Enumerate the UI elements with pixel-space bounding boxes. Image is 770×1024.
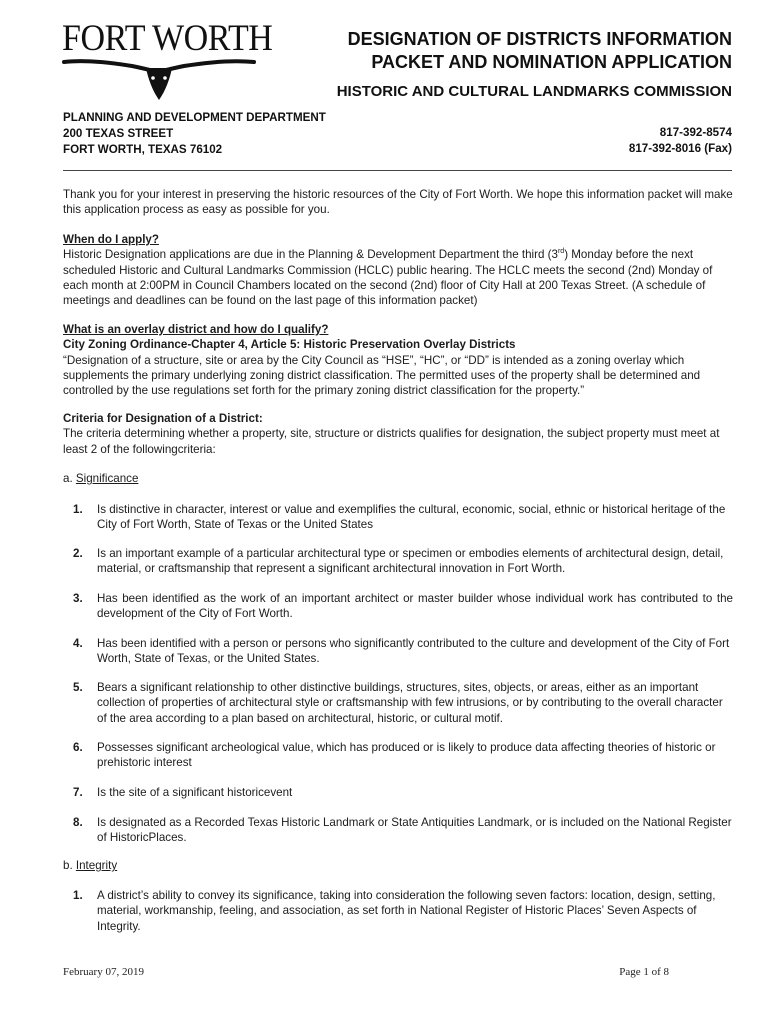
criteria-section	[63, 411, 733, 457]
list-item-number: 1.	[73, 889, 83, 902]
list-item-number: 3.	[73, 592, 83, 605]
phone-number: 817-392-8574	[659, 126, 732, 139]
commission-subtitle: HISTORIC AND CULTURAL LANDMARKS COMMISSION	[336, 83, 732, 100]
fort-worth-logo	[62, 18, 273, 100]
list-item-text: Is the site of a significant historicevent	[97, 786, 293, 799]
list-item-number: 6.	[73, 741, 83, 754]
contact-phones	[629, 125, 732, 157]
when-superscript: rd	[557, 248, 565, 256]
when-section	[63, 232, 733, 308]
list-item-number: 7.	[73, 786, 83, 799]
list-item-number: 4.	[73, 637, 83, 650]
intro-paragraph: Thank you for your interest in preserving the historic resources of the City of Fort Worth. We hope this information packet will make this application process as easy as possible for you.	[63, 188, 733, 217]
integrity-prefix: b.	[63, 859, 76, 872]
list-item-text: Bears a significant relationship to other distinctive buildings, structures, sites, objects, or areas, either as an important collection of properties of architectural style or craftsmanship with few intrusions, or by contributing to the overall character of the area according to a plan based on architectural, historic, or cultural motif.	[97, 681, 723, 725]
when-paragraph	[63, 247, 733, 308]
list-item-text: Is an important example of a particular architectural type or specimen or embodies elements of architectural design, detail, material, or craftsmanship that represent a significant architectural innovation in Fort Worth.	[97, 547, 724, 576]
street-address: 200 TEXAS STREET	[63, 127, 174, 140]
criteria-heading: Criteria for Designation of a District:	[63, 412, 263, 425]
list-item	[63, 591, 733, 622]
significance-title: Significance	[75, 472, 139, 485]
city-address: FORT WORTH, TEXAS 76102	[63, 143, 223, 156]
list-item	[63, 888, 733, 934]
list-item-text: Has been identified as the work of an important architect or master builder whose individual work has contributed to the development of the City of Fort Worth.	[97, 592, 733, 621]
when-heading: When do I apply?	[63, 233, 159, 246]
overlay-paragraph: “Designation of a structure, site or area by the City Council as “HSE”, “HC”, or “DD” is intended as a zoning overlay which supplements the primary underlying zoning district classification. The permitted uses of the property shall be determined and controlled by the use regulations set forth for the primary zoning district classification for the property.”	[63, 353, 701, 398]
when-text-part-2: ) Monday before the next scheduled Historic and Cultural Landmarks Commission (HCLC) public hearing. The HCLC meets the second (2nd) Monday of each month at 2:00PM in Council Chambers located on the second (2nd) floor of City Hall at 200 Texas Street. (A schedule of meetings and deadlines can be found on the last page of this information packet)	[63, 248, 713, 308]
intro-section	[63, 187, 733, 218]
longhorn-icon	[62, 56, 257, 102]
header-divider	[63, 170, 732, 171]
footer-page-number: Page 1 of 8	[619, 966, 669, 978]
list-item	[63, 785, 733, 800]
list-item-text: A district’s ability to convey its significance, taking into consideration the following seven factors: location, design, setting, material, workmanship, feeling, and association, as set forth in National Register of Historic Places’ Seven Aspects of Integrity.	[97, 889, 716, 933]
overlay-subheading: City Zoning Ordinance-Chapter 4, Article 5: Historic Preservation Overlay Districts	[63, 338, 516, 352]
integrity-title: Integrity	[75, 859, 118, 872]
list-item-text: Possesses significant archeological value, which has produced or is likely to produce data affecting theories of historic or prehistoric interest	[97, 741, 716, 770]
title-line-2: PACKET AND NOMINATION APPLICATION	[371, 52, 732, 72]
list-item	[63, 740, 733, 771]
integrity-label	[63, 858, 733, 873]
list-item-number: 5.	[73, 681, 83, 694]
footer-date: February 07, 2019	[63, 966, 144, 978]
list-item-text: Is designated as a Recorded Texas Historic Landmark or State Antiquities Landmark, or is included on the National Register of HistoricPlaces.	[97, 816, 732, 845]
overlay-heading: What is an overlay district and how do I qualify?	[63, 323, 329, 336]
list-item-text: Is distinctive in character, interest or value and exemplifies the cultural, economic, social, ethnic or historical heritage of the City of Fort Worth, State of Texas or the United States	[97, 503, 726, 532]
when-text-part-1: Historic Designation applications are due in the Planning & Development Department the third (3	[63, 248, 558, 262]
fax-number: 817-392-8016 (Fax)	[628, 142, 732, 155]
list-item-number: 8.	[73, 816, 83, 829]
department-address	[63, 110, 326, 158]
department-name: PLANNING AND DEVELOPMENT DEPARTMENT	[63, 111, 326, 124]
document-title	[348, 28, 732, 74]
list-item-number: 1.	[73, 503, 83, 516]
significance-label	[63, 471, 733, 486]
title-line-1: DESIGNATION OF DISTRICTS INFORMATION	[347, 29, 732, 49]
list-item	[63, 636, 733, 667]
list-item-number: 2.	[73, 547, 83, 560]
list-item	[63, 815, 733, 846]
overlay-section	[63, 322, 733, 398]
list-item	[63, 546, 733, 577]
logo-wordmark: FORT WORTH	[62, 18, 273, 59]
list-item	[63, 502, 733, 533]
significance-prefix: a.	[63, 472, 76, 485]
criteria-paragraph: The criteria determining whether a property, site, structure or districts qualifies for designation, the subject property must meet at least 2 of the followingcriteria:	[63, 427, 720, 456]
list-item	[63, 680, 733, 726]
list-item-text: Has been identified with a person or persons who significantly contributed to the culture and development of the City of Fort Worth, State of Texas, or the United States.	[97, 637, 730, 666]
